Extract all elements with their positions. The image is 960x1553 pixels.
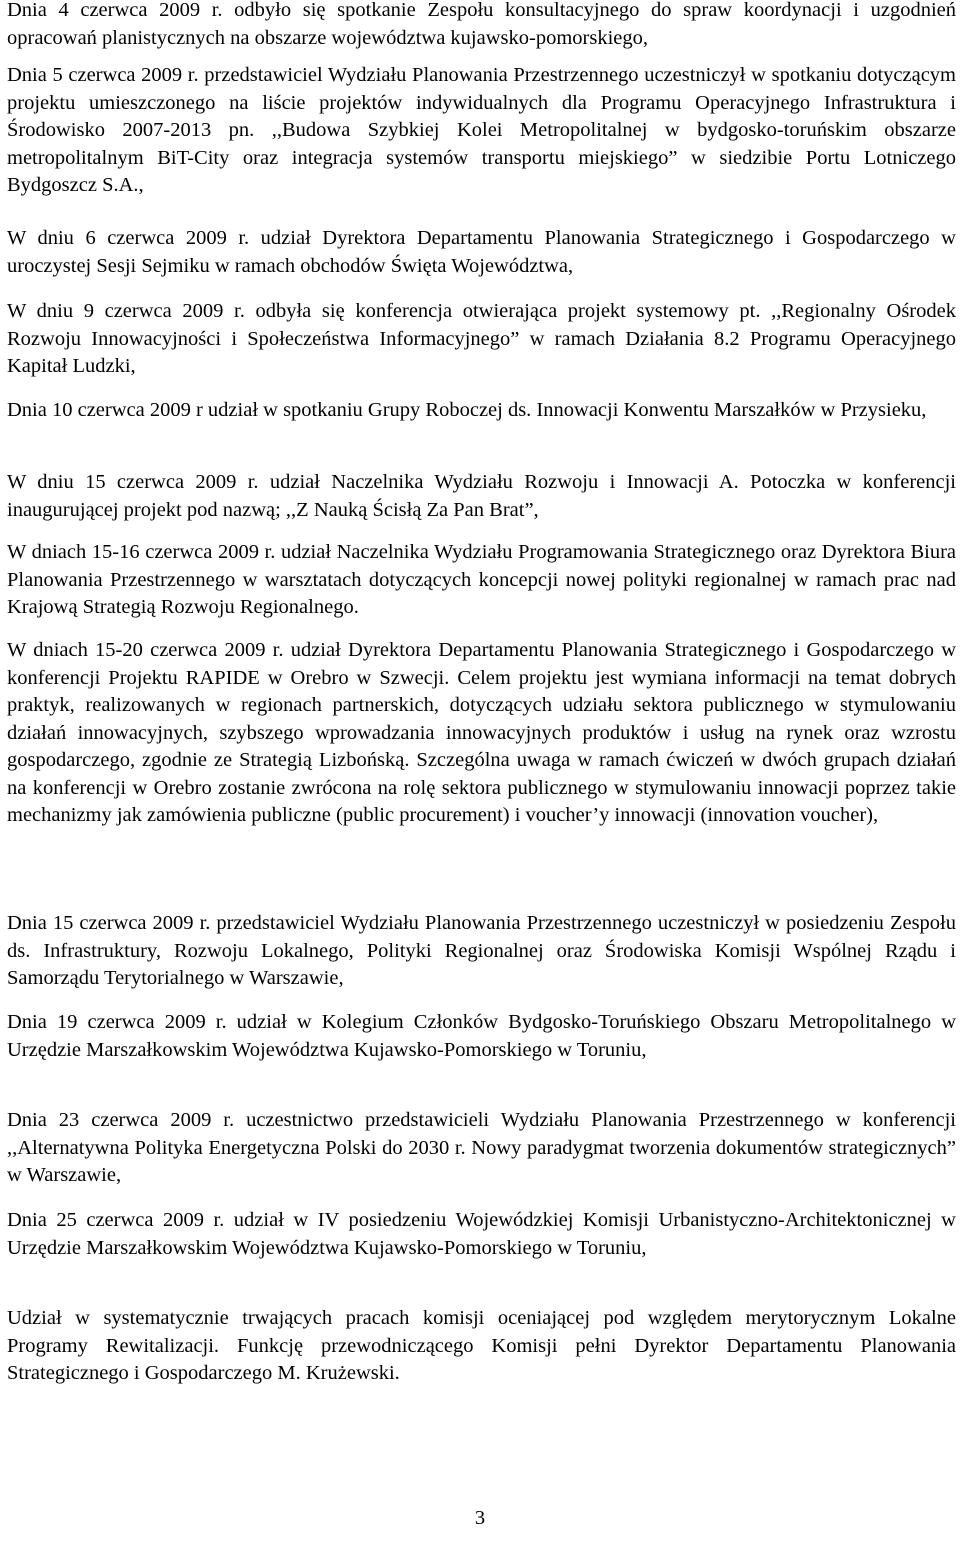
page-number: 3 (474, 1507, 486, 1529)
paragraph-8: W dniach 15-20 czerwca 2009 r. udział Dyrektora Departamentu Planowania Strategicznego i Gospodarczego w konferencji Projektu RAPIDE w Orebro w Szwecji. Celem projektu jest wymiana informacji na temat dobrych praktyk, realizowanych w regionach partnerskich, dotyczących udziału sektora publicznego w stymulowaniu działań innowacyjnych, szybszego wprowadzania innowacyjnych produktów i usług na rynek oraz wzrostu gospodarczego, zgodnie ze Strategią Lizbońską. Szczególna uwaga w ramach ćwiczeń w dwóch grupach działań na konferencji w Orebro zostanie zwrócona na rolę sektora publicznego w stymulowaniu innowacji poprzez takie mechanizmy jak zamówienia publiczne (public procurement) i voucher’y innowacji (innovation voucher), (7, 639, 956, 826)
paragraph-10: Dnia 19 czerwca 2009 r. udział w Kolegium Członków Bydgosko-Toruńskiego Obszaru Metropolitalnego w Urzędzie Marszałkowskim Województwa Kujawsko-Pomorskiego w Toruniu, (7, 1011, 956, 1061)
paragraph-1: Dnia 4 czerwca 2009 r. odbyło się spotkanie Zespołu konsultacyjnego do spraw koordynacji i uzgodnień opracowań planistycznych na obszarze województwa kujawsko-pomorskiego, (7, 0, 956, 49)
paragraph-2: Dnia 5 czerwca 2009 r. przedstawiciel Wydziału Planowania Przestrzennego uczestniczył w spotkaniu dotyczącym projektu umieszczonego na liście projektów indywidualnych dla Programu Operacyjnego Infrastruktura i Środowisko 2007-2013 pn. ,,Budowa Szybkiej Kolei Metropolitalnej w bydgosko-toruńskim obszarze metropolitalnym BiT-City oraz integracja systemów transportu miejskiego” w siedzibie Portu Lotniczego Bydgoszcz S.A., (7, 64, 956, 196)
paragraph-4: W dniu 9 czerwca 2009 r. odbyła się konferencja otwierająca projekt systemowy pt. ,,Regionalny Ośrodek Rozwoju Innowacyjności i Społeczeństwa Informacyjnego” w ramach Działania 8.2 Programu Operacyjnego Kapitał Ludzki, (7, 300, 956, 377)
paragraph-13: Udział w systematycznie trwających pracach komisji oceniającej pod względem merytorycznym Lokalne Programy Rewitalizacji. Funkcję przewodniczącego Komisji pełni Dyrektor Departamentu Planowania Strategicznego i Gospodarczego M. Krużewski. (7, 1307, 956, 1384)
paragraph-5: Dnia 10 czerwca 2009 r udział w spotkaniu Grupy Roboczej ds. Innowacji Konwentu Marszałków w Przysieku, (7, 399, 927, 421)
paragraph-3: W dniu 6 czerwca 2009 r. udział Dyrektora Departamentu Planowania Strategicznego i Gospodarczego w uroczystej Sesji Sejmiku w ramach obchodów Święta Województwa, (7, 227, 956, 277)
paragraph-11: Dnia 23 czerwca 2009 r. uczestnictwo przedstawicieli Wydziału Planowania Przestrzennego w konferencji ,,Alternatywna Polityka Energetyczna Polski do 2030 r. Nowy paradygmat tworzenia dokumentów strategicznych” w Warszawie, (7, 1109, 956, 1186)
paragraph-9: Dnia 15 czerwca 2009 r. przedstawiciel Wydziału Planowania Przestrzennego uczestniczył w posiedzeniu Zespołu ds. Infrastruktury, Rozwoju Lokalnego, Polityki Regionalnej oraz Środowiska Komisji Wspólnej Rządu i Samorządu Terytorialnego w Warszawie, (7, 912, 956, 989)
paragraph-7: W dniach 15-16 czerwca 2009 r. udział Naczelnika Wydziału Programowania Strategicznego oraz Dyrektora Biura Planowania Przestrzennego w warsztatach dotyczących koncepcji nowej polityki regionalnej w ramach prac nad Krajową Strategią Rozwoju Regionalnego. (7, 541, 956, 618)
paragraph-6: W dniu 15 czerwca 2009 r. udział Naczelnika Wydziału Rozwoju i Innowacji A. Potoczka w konferencji inaugurującej projekt pod nazwą; ,,Z Nauką Ścisłą Za Pan Brat”, (7, 471, 956, 521)
paragraph-12: Dnia 25 czerwca 2009 r. udział w IV posiedzeniu Wojewódzkiej Komisji Urbanistyczno-Architektonicznej w Urzędzie Marszałkowskim Województwa Kujawsko-Pomorskiego w Toruniu, (7, 1209, 956, 1259)
